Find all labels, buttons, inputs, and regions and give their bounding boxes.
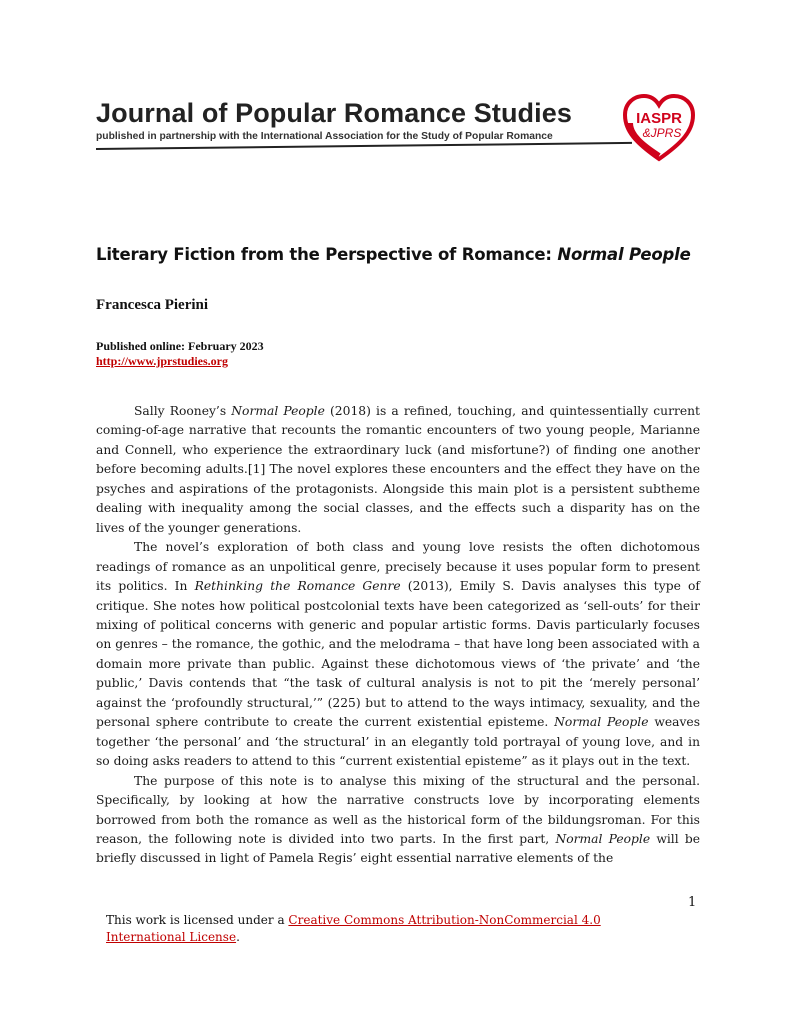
license-footer bbox=[106, 912, 626, 946]
text-run: Sally Rooney’s bbox=[134, 404, 232, 418]
italic-title: Normal People bbox=[554, 715, 649, 730]
italic-title: Rethinking the Romance Genre bbox=[194, 579, 401, 594]
journal-title: Journal of Popular Romance Studies bbox=[96, 98, 572, 128]
text-run: The purpose of this note is to analyse this mixing of the structural and the personal. Specifically, by looking at how the narrative constructs love by incorporating elements borrowed from both the romance as well as the historical form of the bildungsroman. For this reason, the following note is divided into two parts. In the first part, bbox=[96, 773, 700, 846]
body-paragraph bbox=[96, 772, 700, 869]
italic-title: Normal People bbox=[555, 831, 651, 846]
masthead bbox=[96, 98, 696, 168]
publication-date: Published online: February 2023 bbox=[96, 339, 264, 353]
italic-title: Normal People bbox=[231, 404, 325, 418]
text-run: (2018) is a refined, touching, and quintessentially current coming-of-age narrative that recounts the romantic encounters of two young people, Marianne and Connell, who experience the extraordinary luck (and misfortune?) of finding one another before becoming adults.[1] The novel explores these encounters and the effect they have on the psyches and aspirations of the protagonists. Alongside this main plot is a persistent subtheme dealing with inequality among the social classes, and the effects such a disparity has on the lives of the younger generations. bbox=[96, 404, 700, 535]
journal-url-link[interactable]: http://www.jprstudies.org bbox=[96, 354, 229, 368]
logo-text-sub: &JPRS bbox=[642, 126, 682, 140]
logo-text-main: IASPR bbox=[636, 110, 682, 127]
article-body bbox=[96, 402, 700, 869]
text-run: The novel’s exploration of both class and young love resists the often dichotomous readings of romance as an unpolitical genre, precisely because it uses popular form to present its politics. In bbox=[96, 540, 700, 594]
footer-end: . bbox=[236, 930, 240, 944]
article-title-italic: Normal People bbox=[557, 245, 691, 264]
text-run: weaves together ‘the personal’ and ‘the structural’ in an elegantly told portrayal of young love, and in so doing asks readers to attend to this “current existential episteme” as it plays out in the text. bbox=[96, 715, 700, 769]
text-run: (2013), Emily S. Davis analyses this type of critique. She notes how political postcolonial texts have been categorized as ‘sell-outs’ for their mixing of political concerns with generic and popular artistic forms. Davis particularly focuses on genres – the romance, the gothic, and the melodrama – that have long been associated with a domain more private than public. Against these dichotomous views of ‘the private’ and ‘the public,’ Davis contends that “the task of cultural analysis is not to pit the ‘merely personal’ against the ‘profoundly structural,’” (225) but to attend to the ways intimacy, sexuality, and the personal sphere contribute to create the current existential episteme. bbox=[96, 579, 700, 730]
text-run: will be briefly discussed in light of Pamela Regis’ eight essential narrative elements of the bbox=[96, 831, 701, 866]
iaspr-heart-logo bbox=[622, 93, 696, 163]
license-link[interactable]: Creative Commons Attribution-NonCommercial 4.0 International License bbox=[106, 913, 601, 944]
page-number: 1 bbox=[688, 895, 697, 910]
footer-text: This work is licensed under a bbox=[106, 913, 289, 927]
article-title bbox=[96, 245, 691, 264]
masthead-rule bbox=[96, 142, 632, 150]
body-paragraph bbox=[96, 402, 700, 538]
article-title-text: Literary Fiction from the Perspective of Romance: bbox=[96, 245, 558, 264]
author-name: Francesca Pierini bbox=[96, 297, 209, 313]
journal-subtitle: published in partnership with the International Association for the Study of Popular Romance bbox=[96, 131, 553, 142]
body-paragraph bbox=[96, 538, 700, 771]
